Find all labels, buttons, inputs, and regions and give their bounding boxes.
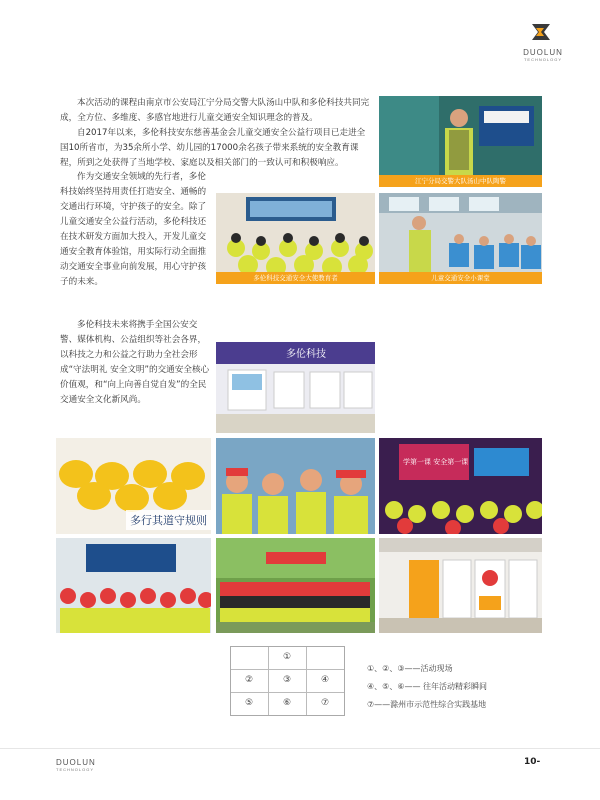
logo-wordmark: DUOLUN <box>523 48 563 57</box>
page-number: 10- <box>524 757 541 767</box>
photo-children-vests <box>216 438 375 534</box>
paragraph-2: 自2017年以来，多伦科技安东慈善基金会儿童交通安全公益行项目已走进全国10所省市，为35余所小学、幼儿园的17000余名孩子带来系统的安全教育课程，所到之处获得了当地学校、家庭以及相关部门的一致认可和积极响应。 <box>60 128 366 168</box>
exhibition-banner-text: 多伦科技 <box>286 349 326 360</box>
photo-auditorium <box>379 438 542 534</box>
grid-cell-6: ⑥ <box>282 698 292 708</box>
paragraph-4: 多伦科技未来将携手全国公安交警、媒体机构、公益组织等社会各界，以科技之力和公益之行助力全社会形成“守法明礼 安全文明”的交通安全核心价值观，和“向上向善自觉自发”的全民交通安全文化新风尚。 <box>60 320 210 405</box>
photo-index-grid <box>230 646 345 716</box>
legend-item-2: ④、⑤、⑥—— 往年活动精彩瞬间 <box>367 682 488 691</box>
photo-exhibition-hall <box>379 538 542 633</box>
grid-cell-5: ⑤ <box>244 698 254 708</box>
header-logo <box>508 22 578 62</box>
legend-item-1: ①、②、③——活动现场 <box>367 664 453 673</box>
caption-bus: 儿童交通安全小课堂 <box>379 272 542 284</box>
duolun-logo-icon <box>530 22 552 42</box>
photo-bus <box>379 193 542 284</box>
photo-exhibition <box>216 342 375 433</box>
footer-wordmark: DUOLUN <box>56 758 96 767</box>
stage-screen-text: 学第一课 安全第一课 <box>403 458 469 466</box>
grid-cell-2: ② <box>244 675 254 685</box>
grid-cell-4: ④ <box>320 675 330 685</box>
photo-police-officer <box>379 96 542 187</box>
grid-cell-3: ③ <box>282 675 292 685</box>
footer-subtitle: TECHNOLOGY <box>56 767 95 772</box>
photo-classroom <box>216 193 375 284</box>
photo-outdoor-group <box>216 538 375 633</box>
legend-item-3: ⑦——滁州市示范性综合实践基地 <box>367 700 487 709</box>
footer-divider <box>0 748 600 749</box>
caption-police: 江宁分局交警大队汤山中队陶警 <box>379 175 542 187</box>
footer-logo <box>56 756 96 772</box>
grid-cell-1: ① <box>282 652 292 662</box>
logo-subtitle: TECHNOLOGY <box>523 57 562 62</box>
paragraph-1: 本次活动的课程由南京市公安局江宁分局交警大队汤山中队和多伦科技共同完成，全方位、多维度、多感官地进行儿童交通安全知识理念的普及。 <box>60 98 370 123</box>
caption-classroom: 多伦科技交通安全大使教育者 <box>216 272 375 284</box>
photo-red-hats-indoor <box>56 538 211 633</box>
grid-cell-7: ⑦ <box>320 698 330 708</box>
photo-yellow-hats <box>56 438 211 534</box>
hats-slogan: 多行其道守规则 <box>130 514 207 527</box>
paragraph-3: 作为交通安全领域的先行者，多伦科技始终坚持用责任打造安全、通畅的交通出行环境，守护孩子的安全。除了儿童交通安全公益行活动，多伦科技还在技术研发方面加大投入，开发儿童交通安全教育体验馆，用实际行动全面推动交通安全事业向前发展，用心守护孩子的未来。 <box>60 172 207 287</box>
